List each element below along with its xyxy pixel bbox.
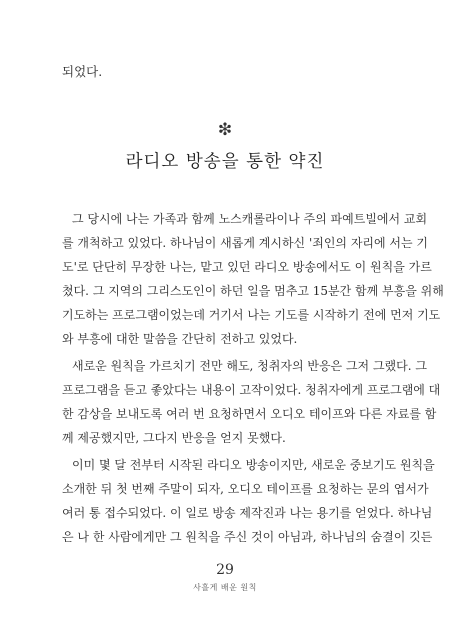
page-number: 29 — [216, 562, 234, 578]
text-line: 한 감상을 보내도록 여러 번 요청하면서 오디오 테이프와 다른 자료를 함 — [62, 407, 437, 421]
paragraph — [62, 354, 441, 450]
text-line: 새로운 원칙을 가르치기 전만 해도, 청취자의 반응은 그저 그랬다. 그 — [72, 359, 427, 373]
paragraph — [62, 207, 444, 351]
text-line: 은 나 한 사람에게만 그 원칙을 주신 것이 아님과, 하나님의 숨결이 깃든 — [62, 530, 433, 544]
section-title: 라디오 방송을 통한 약진 — [125, 152, 325, 172]
text-line: 소개한 뒤 첫 번째 주말이 되자, 오디오 테이프를 요청하는 문의 엽서가 — [62, 482, 429, 496]
text-line: 기도하는 프로그램이었는데 거기서 나는 기도를 시작하기 전에 먼저 기도 — [62, 308, 441, 322]
text-line: 쳤다. 그 지역의 그리스도인이 하던 일을 멈추고 15분간 함께 부흥을 위해 — [62, 284, 444, 298]
body-text — [62, 207, 444, 552]
text-line: 그 당시에 나는 가족과 함께 노스캐롤라이나 주의 파예트빌에서 교회 — [72, 212, 428, 226]
continued-text: 되었다. — [62, 64, 103, 79]
text-line: 프로그램을 듣고 좋았다는 내용이 고작이었다. 청취자에게 프로그램에 대 — [62, 383, 441, 397]
section-ornament-icon: ❇ — [217, 120, 233, 140]
text-line: 와 부흥에 대한 말씀을 간단히 전하고 있었다. — [62, 332, 298, 346]
text-line: 께 제공했지만, 그다지 반응을 얻지 못했다. — [62, 431, 286, 445]
running-footer: 사흘게 배운 원칙 — [193, 583, 257, 592]
text-line: 도'로 단단히 무장한 나는, 맡고 있던 라디오 방송에서도 이 원칙을 가르 — [62, 260, 432, 274]
paragraph — [62, 453, 435, 549]
text-line: 여러 통 접수되었다. 이 일로 방송 제작진과 나는 용기를 얻었다. 하나님 — [62, 506, 433, 520]
text-line: 를 개척하고 있었다. 하나님이 새롭게 계시하신 '죄인의 자리에 서는 기 — [62, 236, 429, 250]
text-line: 이미 몇 달 전부터 시작된 라디오 방송이지만, 새로운 중보기도 원칙을 — [72, 458, 435, 472]
